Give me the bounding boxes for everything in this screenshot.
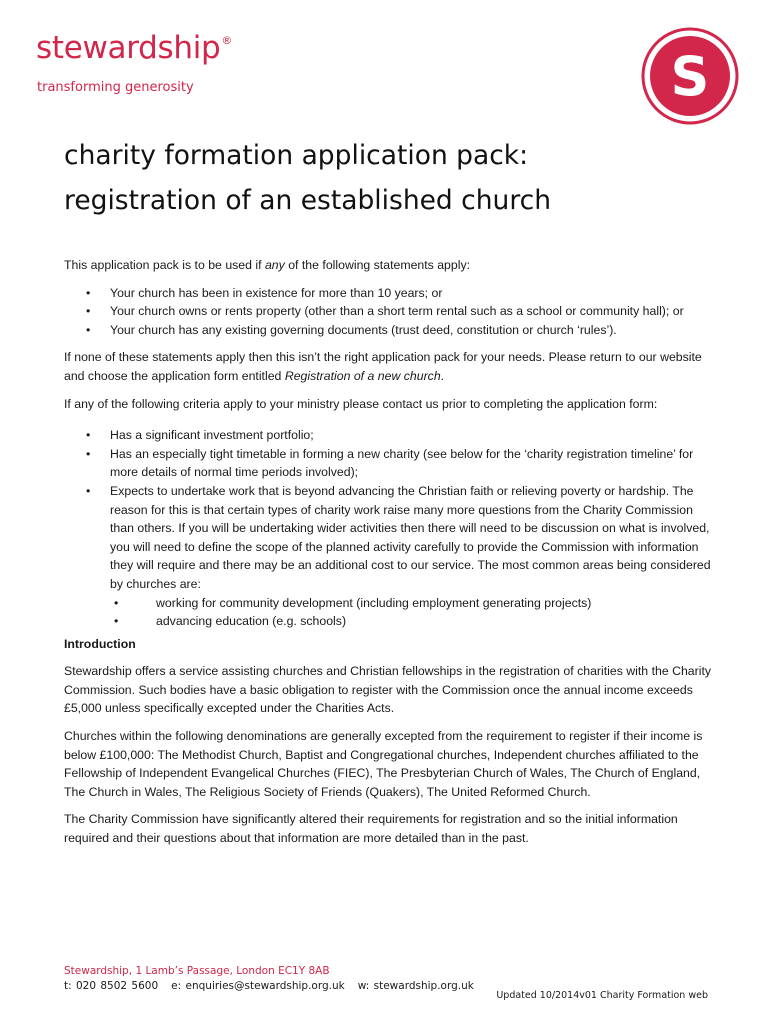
- intro-paragraph: Stewardship offers a service assisting churches and Christian fellowships in the registration of charities with the Charity Commission. Such bodies have a basic obligation to register with the Commission once the annual income exceeds £5,000 unless specifically excepted under the Charities Acts.: [64, 664, 712, 716]
- section-heading-introduction: Introduction: [64, 636, 136, 651]
- list-item: • Has an especially tight timetable in forming a new charity (see below for the ‘charity registration timeline’ for more details of normal time periods involved);: [64, 445, 714, 482]
- document-body: [64, 256, 714, 857]
- page-title-line-2: registration of an established church: [64, 185, 552, 216]
- statements-list: [64, 284, 714, 340]
- stewardship-logo-icon: [640, 26, 740, 126]
- footer-website[interactable]: w: stewardship.org.uk: [357, 980, 474, 992]
- criteria-list: [64, 426, 714, 593]
- list-item: • advancing education (e.g. schools): [64, 612, 714, 631]
- criteria-intro: If any of the following criteria apply to your ministry please contact us prior to completing the application form:: [64, 396, 658, 411]
- list-item: • Your church owns or rents property (other than a short term rental such as a school or community hall); or: [64, 302, 714, 321]
- page-title-line-1: charity formation application pack:: [64, 140, 529, 171]
- list-item: • Has a significant investment portfolio;: [64, 426, 714, 445]
- intro-paragraph: Churches within the following denominations are generally excepted from the requirement to register if their income is below £100,000: The Methodist Church, Baptist and Congregational churches, Independent churches affiliated to the Fellowship of Independent Evangelical Churches (FIEC), The Presbyterian Church of Wales, The Church of England, The Church in Wales, The Religious Society of Friends (Quakers), The United Reformed Church.: [64, 729, 703, 799]
- updated-note: Updated 10/2014v01 Charity Formation web: [496, 990, 708, 1001]
- intro-statement: This application pack is to be used if any of the following statements apply:: [64, 258, 471, 272]
- footer-contact: [64, 979, 474, 994]
- brand-logo-wordmark: [36, 30, 232, 66]
- none-apply-paragraph: If none of these statements apply then this isn’t the right application pack for your needs. Please return to our website and choose the application form entitled Registration of a new church.: [64, 350, 702, 383]
- footer-email[interactable]: e: enquiries@stewardship.org.uk: [171, 980, 345, 992]
- list-item: • working for community development (including employment generating projects): [64, 594, 714, 613]
- common-areas-list: [64, 594, 714, 631]
- brand-tagline: transforming generosity: [37, 80, 194, 95]
- logo-letter: S: [670, 45, 710, 108]
- footer: [64, 964, 474, 994]
- new-church-form-name: Registration of a new church: [284, 368, 441, 383]
- intro-emphasis: any: [264, 258, 285, 272]
- list-item: • Expects to undertake work that is beyond advancing the Christian faith or relieving poverty or hardship. The reason for this is that certain types of charity work raise many more questions from the Charity Commission than others. If you will be undertaking wider activities then there will need to be discussion on what is involved, you will need to define the scope of the planned activity carefully to provide the Commission with information they will require and there may be an additional cost to our service. The most common areas being considered by churches are:: [64, 482, 714, 594]
- footer-phone: t: 020 8502 5600: [64, 980, 159, 992]
- brand-name: stewardship: [36, 30, 221, 66]
- registered-mark: ®: [221, 34, 233, 47]
- list-item: • Your church has any existing governing documents (trust deed, constitution or church ‘rules’).: [64, 321, 714, 340]
- intro-paragraph: The Charity Commission have significantly altered their requirements for registration and so the initial information required and their questions about that information are more detailed than in the past.: [64, 812, 678, 846]
- list-item: • Your church has been in existence for more than 10 years; or: [64, 284, 714, 303]
- footer-address: Stewardship, 1 Lamb’s Passage, London EC1Y 8AB: [64, 965, 330, 977]
